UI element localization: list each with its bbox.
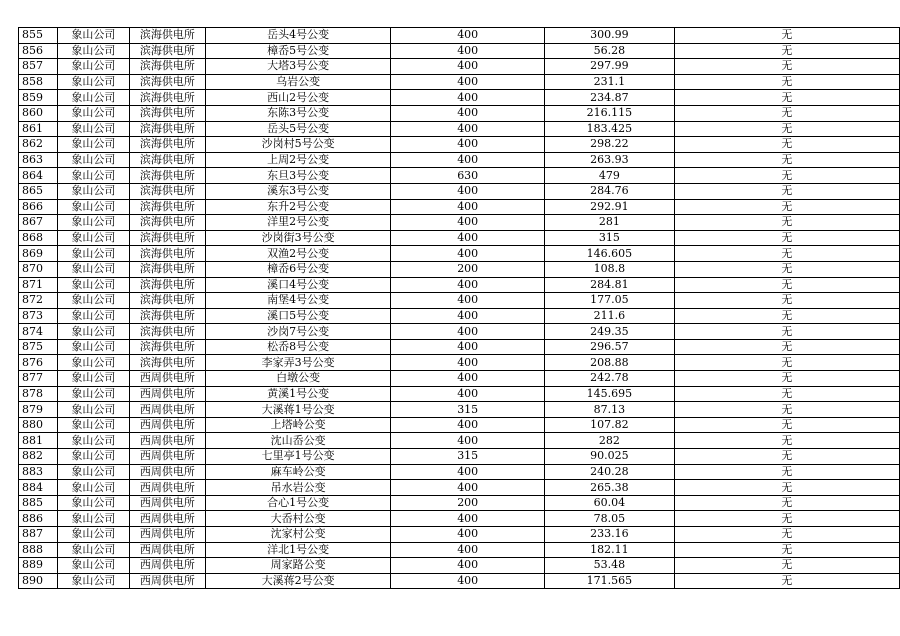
load-cell: 107.82 <box>544 417 674 433</box>
transformer-name-cell: 吊水岩公变 <box>205 480 391 496</box>
company-cell: 象山公司 <box>57 183 129 199</box>
transformer-name-cell: 双渔2号公变 <box>205 246 391 262</box>
capacity-cell: 630 <box>391 168 545 184</box>
load-cell: 292.91 <box>544 199 674 215</box>
row-number-cell: 866 <box>19 199 58 215</box>
table-row <box>19 371 900 387</box>
table-body <box>19 28 900 589</box>
table-row <box>19 573 900 589</box>
load-cell: 284.81 <box>544 277 674 293</box>
row-number-cell: 869 <box>19 246 58 262</box>
load-cell: 265.38 <box>544 480 674 496</box>
station-cell: 滨海供电所 <box>129 277 205 293</box>
load-cell: 282 <box>544 433 674 449</box>
load-cell: 146.605 <box>544 246 674 262</box>
load-cell: 233.16 <box>544 527 674 543</box>
load-cell: 108.8 <box>544 261 674 277</box>
remark-cell: 无 <box>674 293 899 309</box>
table-row <box>19 183 900 199</box>
remark-cell: 无 <box>674 542 899 558</box>
table-row <box>19 28 900 44</box>
load-cell: 240.28 <box>544 464 674 480</box>
capacity-cell: 400 <box>391 59 545 75</box>
transformer-name-cell: 上周2号公变 <box>205 152 391 168</box>
transformer-name-cell: 洋北1号公变 <box>205 542 391 558</box>
transformer-name-cell: 沙岗7号公变 <box>205 324 391 340</box>
remark-cell: 无 <box>674 480 899 496</box>
load-cell: 208.88 <box>544 355 674 371</box>
load-cell: 177.05 <box>544 293 674 309</box>
company-cell: 象山公司 <box>57 215 129 231</box>
remark-cell: 无 <box>674 152 899 168</box>
row-number-cell: 888 <box>19 542 58 558</box>
table-row <box>19 495 900 511</box>
row-number-cell: 863 <box>19 152 58 168</box>
remark-cell: 无 <box>674 168 899 184</box>
table-row <box>19 277 900 293</box>
load-cell: 171.565 <box>544 573 674 589</box>
company-cell: 象山公司 <box>57 386 129 402</box>
capacity-cell: 400 <box>391 90 545 106</box>
row-number-cell: 860 <box>19 105 58 121</box>
table-row <box>19 74 900 90</box>
table-row <box>19 230 900 246</box>
capacity-cell: 400 <box>391 573 545 589</box>
company-cell: 象山公司 <box>57 449 129 465</box>
station-cell: 滨海供电所 <box>129 355 205 371</box>
station-cell: 滨海供电所 <box>129 152 205 168</box>
transformer-name-cell: 大溪蒋2号公变 <box>205 573 391 589</box>
load-cell: 234.87 <box>544 90 674 106</box>
capacity-cell: 400 <box>391 28 545 44</box>
remark-cell: 无 <box>674 277 899 293</box>
remark-cell: 无 <box>674 386 899 402</box>
capacity-cell: 400 <box>391 277 545 293</box>
remark-cell: 无 <box>674 324 899 340</box>
table-row <box>19 59 900 75</box>
company-cell: 象山公司 <box>57 59 129 75</box>
station-cell: 滨海供电所 <box>129 90 205 106</box>
remark-cell: 无 <box>674 449 899 465</box>
company-cell: 象山公司 <box>57 261 129 277</box>
row-number-cell: 856 <box>19 43 58 59</box>
transformer-name-cell: 东陈3号公变 <box>205 105 391 121</box>
company-cell: 象山公司 <box>57 480 129 496</box>
load-cell: 145.695 <box>544 386 674 402</box>
transformer-name-cell: 沈家村公变 <box>205 527 391 543</box>
capacity-cell: 400 <box>391 308 545 324</box>
row-number-cell: 859 <box>19 90 58 106</box>
capacity-cell: 400 <box>391 215 545 231</box>
station-cell: 滨海供电所 <box>129 293 205 309</box>
remark-cell: 无 <box>674 215 899 231</box>
capacity-cell: 400 <box>391 355 545 371</box>
station-cell: 滨海供电所 <box>129 246 205 262</box>
capacity-cell: 400 <box>391 43 545 59</box>
row-number-cell: 862 <box>19 137 58 153</box>
company-cell: 象山公司 <box>57 152 129 168</box>
company-cell: 象山公司 <box>57 121 129 137</box>
station-cell: 滨海供电所 <box>129 105 205 121</box>
load-cell: 298.22 <box>544 137 674 153</box>
transformer-name-cell: 樟岙5号公变 <box>205 43 391 59</box>
row-number-cell: 864 <box>19 168 58 184</box>
table-row <box>19 246 900 262</box>
station-cell: 西周供电所 <box>129 433 205 449</box>
station-cell: 西周供电所 <box>129 449 205 465</box>
load-cell: 216.115 <box>544 105 674 121</box>
station-cell: 西周供电所 <box>129 495 205 511</box>
transformer-name-cell: 黄溪1号公变 <box>205 386 391 402</box>
transformer-table <box>18 27 900 589</box>
transformer-name-cell: 七里亭1号公变 <box>205 449 391 465</box>
company-cell: 象山公司 <box>57 573 129 589</box>
table-row <box>19 137 900 153</box>
capacity-cell: 400 <box>391 511 545 527</box>
row-number-cell: 874 <box>19 324 58 340</box>
company-cell: 象山公司 <box>57 339 129 355</box>
company-cell: 象山公司 <box>57 527 129 543</box>
load-cell: 53.48 <box>544 558 674 574</box>
capacity-cell: 400 <box>391 74 545 90</box>
company-cell: 象山公司 <box>57 246 129 262</box>
station-cell: 西周供电所 <box>129 480 205 496</box>
remark-cell: 无 <box>674 433 899 449</box>
company-cell: 象山公司 <box>57 464 129 480</box>
station-cell: 滨海供电所 <box>129 308 205 324</box>
transformer-name-cell: 松岙8号公变 <box>205 339 391 355</box>
row-number-cell: 858 <box>19 74 58 90</box>
load-cell: 182.11 <box>544 542 674 558</box>
transformer-name-cell: 洋里2号公变 <box>205 215 391 231</box>
capacity-cell: 400 <box>391 293 545 309</box>
remark-cell: 无 <box>674 199 899 215</box>
load-cell: 315 <box>544 230 674 246</box>
load-cell: 78.05 <box>544 511 674 527</box>
row-number-cell: 855 <box>19 28 58 44</box>
remark-cell: 无 <box>674 402 899 418</box>
table-row <box>19 121 900 137</box>
capacity-cell: 200 <box>391 261 545 277</box>
capacity-cell: 400 <box>391 183 545 199</box>
row-number-cell: 867 <box>19 215 58 231</box>
load-cell: 211.6 <box>544 308 674 324</box>
company-cell: 象山公司 <box>57 371 129 387</box>
station-cell: 西周供电所 <box>129 371 205 387</box>
remark-cell: 无 <box>674 371 899 387</box>
transformer-name-cell: 溪口5号公变 <box>205 308 391 324</box>
company-cell: 象山公司 <box>57 433 129 449</box>
station-cell: 滨海供电所 <box>129 59 205 75</box>
row-number-cell: 871 <box>19 277 58 293</box>
row-number-cell: 887 <box>19 527 58 543</box>
row-number-cell: 868 <box>19 230 58 246</box>
transformer-name-cell: 东升2号公变 <box>205 199 391 215</box>
row-number-cell: 881 <box>19 433 58 449</box>
capacity-cell: 315 <box>391 449 545 465</box>
company-cell: 象山公司 <box>57 230 129 246</box>
table-row <box>19 386 900 402</box>
capacity-cell: 400 <box>391 433 545 449</box>
remark-cell: 无 <box>674 59 899 75</box>
table-row <box>19 261 900 277</box>
load-cell: 183.425 <box>544 121 674 137</box>
station-cell: 滨海供电所 <box>129 121 205 137</box>
table-row <box>19 168 900 184</box>
transformer-name-cell: 东旦3号公变 <box>205 168 391 184</box>
company-cell: 象山公司 <box>57 542 129 558</box>
row-number-cell: 872 <box>19 293 58 309</box>
station-cell: 滨海供电所 <box>129 339 205 355</box>
capacity-cell: 400 <box>391 527 545 543</box>
capacity-cell: 400 <box>391 137 545 153</box>
transformer-name-cell: 沈山岙公变 <box>205 433 391 449</box>
station-cell: 滨海供电所 <box>129 215 205 231</box>
row-number-cell: 865 <box>19 183 58 199</box>
remark-cell: 无 <box>674 261 899 277</box>
capacity-cell: 400 <box>391 480 545 496</box>
row-number-cell: 877 <box>19 371 58 387</box>
load-cell: 281 <box>544 215 674 231</box>
table-row <box>19 480 900 496</box>
transformer-name-cell: 白墩公变 <box>205 371 391 387</box>
capacity-cell: 315 <box>391 402 545 418</box>
company-cell: 象山公司 <box>57 74 129 90</box>
company-cell: 象山公司 <box>57 137 129 153</box>
load-cell: 249.35 <box>544 324 674 340</box>
station-cell: 西周供电所 <box>129 573 205 589</box>
load-cell: 60.04 <box>544 495 674 511</box>
table-row <box>19 308 900 324</box>
transformer-name-cell: 周家路公变 <box>205 558 391 574</box>
transformer-name-cell: 麻车岭公变 <box>205 464 391 480</box>
table-row <box>19 355 900 371</box>
transformer-name-cell: 上塔岭公变 <box>205 417 391 433</box>
transformer-name-cell: 沙岗街3号公变 <box>205 230 391 246</box>
remark-cell: 无 <box>674 183 899 199</box>
station-cell: 西周供电所 <box>129 464 205 480</box>
transformer-name-cell: 大岙村公变 <box>205 511 391 527</box>
table-row <box>19 339 900 355</box>
table-row <box>19 324 900 340</box>
capacity-cell: 400 <box>391 464 545 480</box>
row-number-cell: 873 <box>19 308 58 324</box>
row-number-cell: 885 <box>19 495 58 511</box>
capacity-cell: 400 <box>391 417 545 433</box>
remark-cell: 无 <box>674 246 899 262</box>
remark-cell: 无 <box>674 43 899 59</box>
capacity-cell: 400 <box>391 152 545 168</box>
station-cell: 西周供电所 <box>129 511 205 527</box>
table-row <box>19 402 900 418</box>
station-cell: 滨海供电所 <box>129 168 205 184</box>
station-cell: 滨海供电所 <box>129 43 205 59</box>
transformer-name-cell: 岳头4号公变 <box>205 28 391 44</box>
remark-cell: 无 <box>674 105 899 121</box>
transformer-name-cell: 溪口4号公变 <box>205 277 391 293</box>
company-cell: 象山公司 <box>57 277 129 293</box>
capacity-cell: 400 <box>391 121 545 137</box>
transformer-name-cell: 南堡4号公变 <box>205 293 391 309</box>
row-number-cell: 875 <box>19 339 58 355</box>
table-row <box>19 527 900 543</box>
station-cell: 西周供电所 <box>129 386 205 402</box>
table-row <box>19 90 900 106</box>
row-number-cell: 890 <box>19 573 58 589</box>
company-cell: 象山公司 <box>57 105 129 121</box>
table-row <box>19 449 900 465</box>
row-number-cell: 876 <box>19 355 58 371</box>
company-cell: 象山公司 <box>57 324 129 340</box>
capacity-cell: 400 <box>391 324 545 340</box>
station-cell: 西周供电所 <box>129 558 205 574</box>
transformer-name-cell: 沙岗村5号公变 <box>205 137 391 153</box>
capacity-cell: 400 <box>391 386 545 402</box>
remark-cell: 无 <box>674 28 899 44</box>
row-number-cell: 883 <box>19 464 58 480</box>
row-number-cell: 879 <box>19 402 58 418</box>
table-row <box>19 152 900 168</box>
capacity-cell: 400 <box>391 339 545 355</box>
remark-cell: 无 <box>674 558 899 574</box>
company-cell: 象山公司 <box>57 293 129 309</box>
table-row <box>19 511 900 527</box>
station-cell: 滨海供电所 <box>129 28 205 44</box>
remark-cell: 无 <box>674 137 899 153</box>
transformer-name-cell: 乌岩公变 <box>205 74 391 90</box>
remark-cell: 无 <box>674 230 899 246</box>
station-cell: 西周供电所 <box>129 402 205 418</box>
company-cell: 象山公司 <box>57 308 129 324</box>
transformer-name-cell: 溪东3号公变 <box>205 183 391 199</box>
row-number-cell: 857 <box>19 59 58 75</box>
load-cell: 479 <box>544 168 674 184</box>
row-number-cell: 884 <box>19 480 58 496</box>
table-row <box>19 43 900 59</box>
station-cell: 滨海供电所 <box>129 230 205 246</box>
station-cell: 西周供电所 <box>129 417 205 433</box>
remark-cell: 无 <box>674 90 899 106</box>
station-cell: 滨海供电所 <box>129 74 205 90</box>
station-cell: 滨海供电所 <box>129 183 205 199</box>
station-cell: 西周供电所 <box>129 527 205 543</box>
capacity-cell: 200 <box>391 495 545 511</box>
remark-cell: 无 <box>674 417 899 433</box>
company-cell: 象山公司 <box>57 90 129 106</box>
load-cell: 297.99 <box>544 59 674 75</box>
capacity-cell: 400 <box>391 371 545 387</box>
table-row <box>19 105 900 121</box>
capacity-cell: 400 <box>391 199 545 215</box>
remark-cell: 无 <box>674 495 899 511</box>
remark-cell: 无 <box>674 74 899 90</box>
station-cell: 滨海供电所 <box>129 137 205 153</box>
remark-cell: 无 <box>674 339 899 355</box>
row-number-cell: 870 <box>19 261 58 277</box>
table-row <box>19 293 900 309</box>
table-row <box>19 215 900 231</box>
transformer-name-cell: 大塔3号公变 <box>205 59 391 75</box>
company-cell: 象山公司 <box>57 355 129 371</box>
load-cell: 242.78 <box>544 371 674 387</box>
station-cell: 滨海供电所 <box>129 199 205 215</box>
table-row <box>19 417 900 433</box>
row-number-cell: 886 <box>19 511 58 527</box>
transformer-name-cell: 李家弄3号公变 <box>205 355 391 371</box>
company-cell: 象山公司 <box>57 402 129 418</box>
row-number-cell: 889 <box>19 558 58 574</box>
row-number-cell: 880 <box>19 417 58 433</box>
transformer-name-cell: 合心1号公变 <box>205 495 391 511</box>
remark-cell: 无 <box>674 511 899 527</box>
remark-cell: 无 <box>674 121 899 137</box>
station-cell: 滨海供电所 <box>129 324 205 340</box>
load-cell: 296.57 <box>544 339 674 355</box>
remark-cell: 无 <box>674 464 899 480</box>
transformer-name-cell: 西山2号公变 <box>205 90 391 106</box>
company-cell: 象山公司 <box>57 168 129 184</box>
load-cell: 87.13 <box>544 402 674 418</box>
capacity-cell: 400 <box>391 230 545 246</box>
table-row <box>19 433 900 449</box>
load-cell: 231.1 <box>544 74 674 90</box>
station-cell: 滨海供电所 <box>129 261 205 277</box>
table-row <box>19 464 900 480</box>
company-cell: 象山公司 <box>57 417 129 433</box>
remark-cell: 无 <box>674 573 899 589</box>
station-cell: 西周供电所 <box>129 542 205 558</box>
load-cell: 263.93 <box>544 152 674 168</box>
table-row <box>19 199 900 215</box>
remark-cell: 无 <box>674 527 899 543</box>
load-cell: 56.28 <box>544 43 674 59</box>
remark-cell: 无 <box>674 308 899 324</box>
company-cell: 象山公司 <box>57 558 129 574</box>
load-cell: 284.76 <box>544 183 674 199</box>
capacity-cell: 400 <box>391 105 545 121</box>
company-cell: 象山公司 <box>57 495 129 511</box>
table-row <box>19 542 900 558</box>
load-cell: 300.99 <box>544 28 674 44</box>
transformer-name-cell: 樟岙6号公变 <box>205 261 391 277</box>
remark-cell: 无 <box>674 355 899 371</box>
company-cell: 象山公司 <box>57 199 129 215</box>
company-cell: 象山公司 <box>57 43 129 59</box>
company-cell: 象山公司 <box>57 28 129 44</box>
capacity-cell: 400 <box>391 542 545 558</box>
row-number-cell: 878 <box>19 386 58 402</box>
load-cell: 90.025 <box>544 449 674 465</box>
capacity-cell: 400 <box>391 558 545 574</box>
row-number-cell: 882 <box>19 449 58 465</box>
company-cell: 象山公司 <box>57 511 129 527</box>
table-row <box>19 558 900 574</box>
row-number-cell: 861 <box>19 121 58 137</box>
transformer-name-cell: 大溪蒋1号公变 <box>205 402 391 418</box>
capacity-cell: 400 <box>391 246 545 262</box>
transformer-name-cell: 岳头5号公变 <box>205 121 391 137</box>
